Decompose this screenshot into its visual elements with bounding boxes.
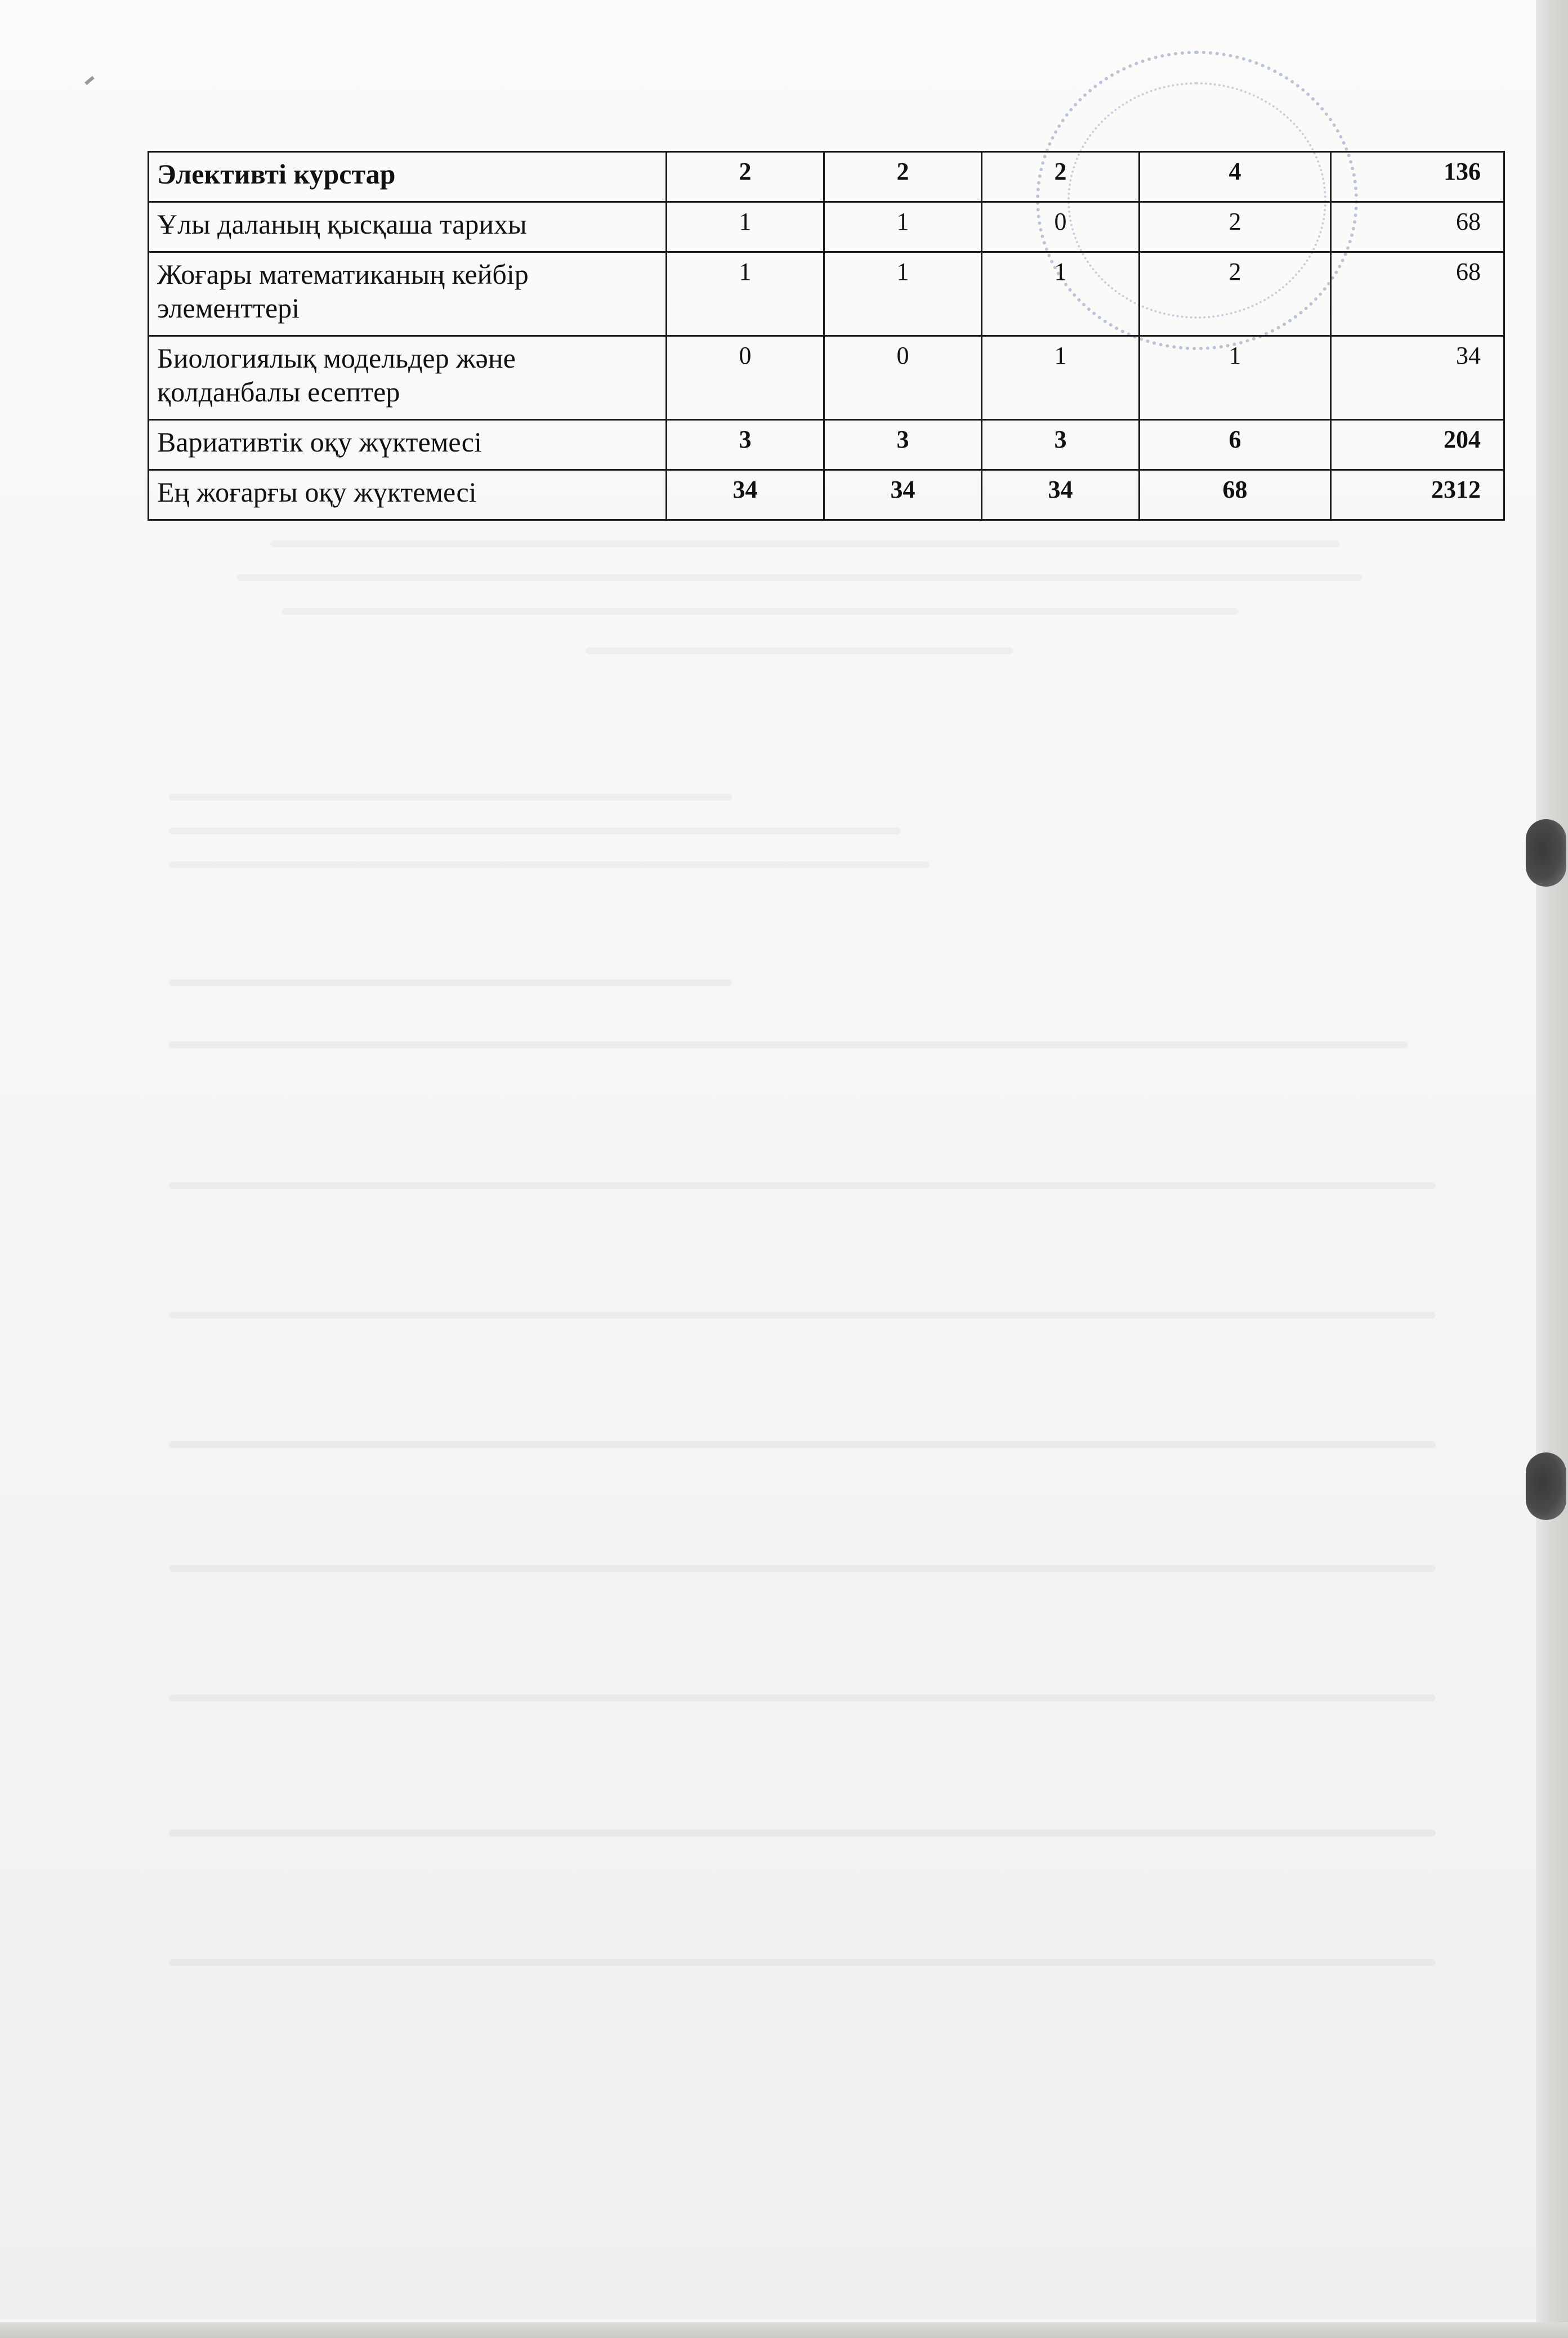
row-grade-value: 2 [667,152,824,202]
bleed-through-line [169,1695,1436,1701]
table-row [149,420,1504,470]
table-row [149,202,1504,252]
punch-hole-upper [1526,819,1566,887]
table-row [149,336,1504,420]
bleed-through-line [169,1565,1436,1572]
row-subject: Биологиялық модельдер және қолданбалы есептер [149,336,667,420]
bleed-through-line [169,1182,1436,1189]
row-total: 204 [1331,420,1504,470]
row-grade-value: 0 [824,336,982,420]
row-grade-value: 1 [667,202,824,252]
row-total: 34 [1331,336,1504,420]
row-grade-value: 1 [982,252,1140,336]
row-grade-value: 2 [1140,252,1331,336]
bleed-through-line [282,608,1239,615]
row-subject: Ұлы даланың қысқаша тарихы [149,202,667,252]
row-grade-value: 34 [824,470,982,520]
row-grade-value: 34 [982,470,1140,520]
table-row [149,470,1504,520]
row-subject: Вариативтік оқу жүктемесі [149,420,667,470]
paper-bottom-edge [0,2322,1568,2338]
row-grade-value: 1 [824,202,982,252]
row-grade-value: 0 [982,202,1140,252]
row-grade-value: 1 [982,336,1140,420]
row-grade-value: 2 [982,152,1140,202]
row-total: 68 [1331,252,1504,336]
row-grade-value: 4 [1140,152,1331,202]
row-grade-value: 3 [667,420,824,470]
row-total: 68 [1331,202,1504,252]
row-subject: Элективті курстар [149,152,667,202]
row-grade-value: 6 [1140,420,1331,470]
row-total: 2312 [1331,470,1504,520]
bleed-through-line [270,540,1340,547]
row-grade-value: 3 [824,420,982,470]
table-row [149,152,1504,202]
bleed-through-line [169,1312,1436,1318]
punch-hole-lower [1526,1452,1566,1520]
bleed-through-line [169,1441,1436,1448]
row-grade-value: 34 [667,470,824,520]
bleed-through-line [169,1830,1436,1836]
bleed-through-line [169,1041,1408,1048]
bleed-through-line [169,1959,1436,1966]
row-grade-value: 1 [1140,336,1331,420]
bleed-through-line [169,980,732,986]
row-subject: Жоғары математиканың кейбір элементтері [149,252,667,336]
row-total: 136 [1331,152,1504,202]
bleed-through-line [169,861,929,868]
row-grade-value: 1 [824,252,982,336]
bleed-through-line [236,574,1362,581]
row-grade-value: 3 [982,420,1140,470]
paper-right-edge [1536,0,1568,2338]
bleed-through-line [169,828,901,834]
row-grade-value: 0 [667,336,824,420]
bleed-through-line [586,647,1013,654]
row-grade-value: 1 [667,252,824,336]
row-grade-value: 68 [1140,470,1331,520]
row-grade-value: 2 [1140,202,1331,252]
curriculum-table [148,151,1505,521]
row-subject: Ең жоғарғы оқу жүктемесі [149,470,667,520]
bleed-through-line [169,794,732,801]
row-grade-value: 2 [824,152,982,202]
table-row [149,252,1504,336]
